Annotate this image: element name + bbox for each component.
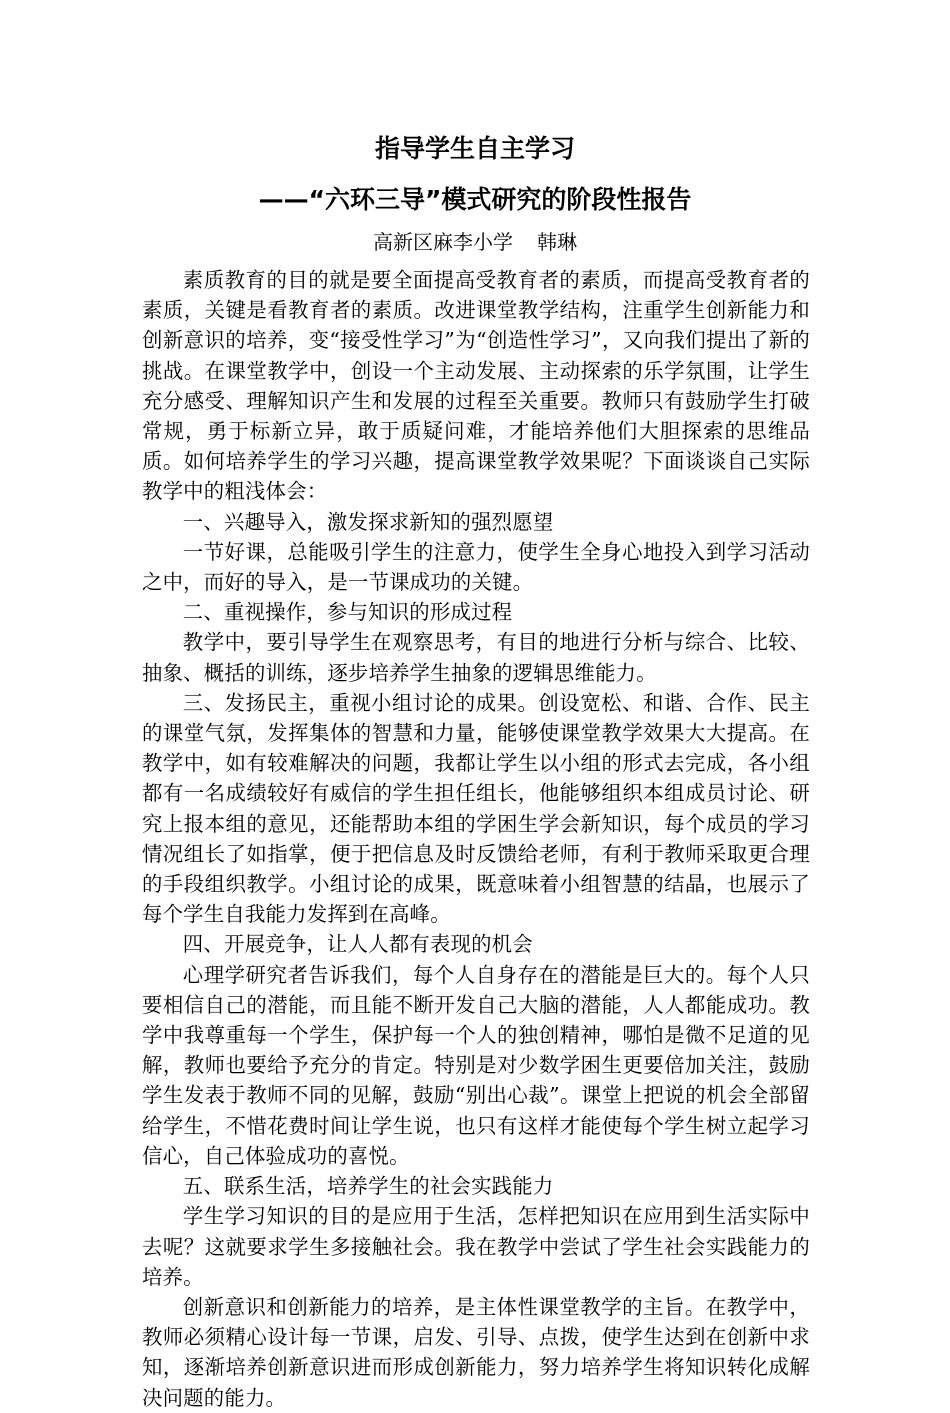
paragraph-section-4: 心理学研究者告诉我们，每个人自身存在的潜能是巨大的。每个人只要相信自己的潜能，而且能不断开发自己大脑的潜能，人人都能成功。教学中我尊重每一个学生，保护每一个人的独创精神，哪怕是微不足道的见解，教师也要给予充分的肯定。特别是对少数学困生更要倍加关注，鼓励学生发表于教师不同的见解，鼓励“别出心裁”。课堂上把说的机会全部留给学生，不惜花费时间让学生说，也只有这样才能使每个学生树立起学习信心，自己体验成功的喜悦。 (142, 962, 810, 1168)
paragraph-intro: 素质教育的目的就是要全面提高受教育者的素质，而提高受教育者的素质，关键是看教育者的素质。改进课堂教学结构，注重学生创新能力和创新意识的培养，变“接受性学习”为“创造性学习”，又向我们提出了新的挑战。在课堂教学中，创设一个主动发展、主动探索的乐学氛围，让学生充分感受、理解知识产生和发展的过程至关重要。教师只有鼓励学生打破常规，勇于标新立异，敢于质疑问难，才能培养他们大胆探索的思维品质。如何培养学生的学习兴趣，提高课堂教学效果呢？下面谈谈自己实际教学中的粗浅体会： (142, 268, 810, 504)
paragraph-conclusion: 创新意识和创新能力的培养，是主体性课堂教学的主旨。在教学中，教师必须精心设计每一节课，启发、引导、点拨，使学生达到在创新中求知，逐渐培养创新意识进而形成创新能力，努力培养学生将知识转化成解决问题的能力。 (142, 1294, 810, 1410)
section-heading-4: 四、开展竞争，让人人都有表现的机会 (182, 932, 533, 957)
section-heading-1: 一、兴趣导入，激发探求新知的强烈愿望 (182, 509, 554, 534)
document-subtitle: ——“六环三导”模式研究的阶段性报告 (258, 185, 692, 214)
section-heading-5: 五、联系生活，培养学生的社会实践能力 (182, 1174, 554, 1199)
paragraph-section-2: 教学中，要引导学生在观察思考，有目的地进行分析与综合、比较、抽象、概括的训练，逐步培养学生抽象的逻辑思维能力。 (142, 630, 810, 685)
document-title: 指导学生自主学习 (374, 134, 575, 163)
document-body (142, 265, 810, 1413)
section-heading-2: 二、重视操作，参与知识的形成过程 (182, 600, 513, 625)
author-school: 高新区麻李小学 (373, 230, 513, 254)
paragraph-section-1: 一节好课，总能吸引学生的注意力，使学生全身心地投入到学习活动之中，而好的导入，是一节课成功的关键。 (142, 539, 810, 595)
author-byline (0, 228, 950, 256)
paragraph-section-5: 学生学习知识的目的是应用于生活，怎样把知识在应用到生活实际中去呢？这就要求学生多接触社会。我在教学中尝试了学生社会实践能力的培养。 (142, 1204, 810, 1289)
author-name: 韩琳 (537, 230, 577, 254)
paragraph-section-3: 三、发扬民主，重视小组讨论的成果。创设宽松、和谐、合作、民主的课堂气氛，发挥集体的智慧和力量，能够使课堂教学效果大大提高。在教学中，如有较难解决的问题，我都让学生以小组的形式去完成，各小组都有一名成绩较好有威信的学生担任组长，他能够组织本组成员讨论、研究上报本组的意见，还能帮助本组的学困生学会新知识，每个成员的学习情况组长了如指掌，便于把信息及时反馈给老师，有利于教师采取更合理的手段组织教学。小组讨论的成果，既意味着小组智慧的结晶，也展示了每个学生自我能力发挥到在高峰。 (142, 690, 810, 927)
